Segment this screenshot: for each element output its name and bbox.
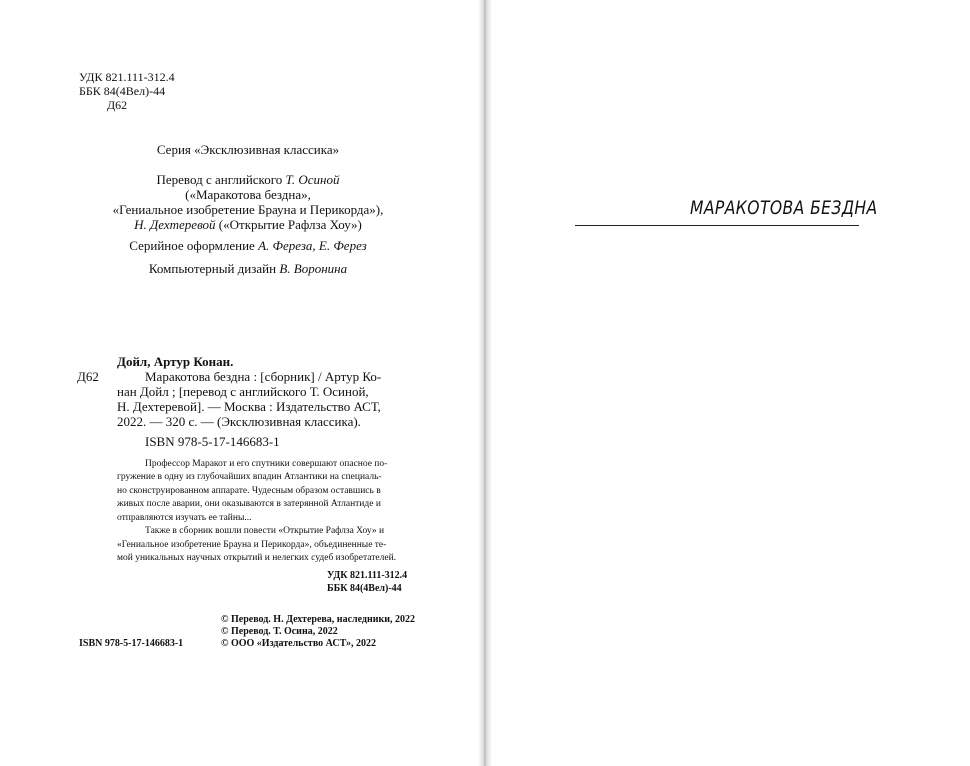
annotation-p2-line-1: Также в сборник вошли повести «Открытие Рафлза Хоу» и	[145, 526, 385, 536]
translation-line-3: «Гениальное изобретение Брауна и Перикорда»),	[112, 202, 384, 217]
catalog-line-1: Маракотова бездна : [сборник] / Артур Ко-	[145, 369, 382, 384]
translation-line-4	[88, 217, 408, 232]
computer-design-prefix: Компьютерный дизайн	[148, 261, 280, 276]
translation-line-2: («Маракотова бездна»,	[185, 187, 311, 202]
annotation-p1-line-4: живых после аварии, они оказываются в затерянной Атлантиде и	[117, 499, 381, 509]
series-designers: А. Фереза, Е. Ферез	[258, 238, 367, 253]
translator-name-1: Т. Осиной	[285, 172, 340, 187]
translation-suffix: («Открытие Рафлза Хоу»)	[215, 217, 362, 232]
computer-designer: В. Воронина	[279, 261, 348, 276]
annotation-p1-line-3: но сконструированном аппарате. Чудесным образом оставшись в	[117, 486, 381, 496]
series-line: Серия «Эксклюзивная классика»	[156, 142, 340, 157]
translation-line-1	[88, 172, 408, 187]
book-spine	[478, 0, 492, 766]
catalog-author: Дойл, Артур Конан.	[117, 354, 234, 369]
series-design-line	[88, 238, 408, 253]
annotation-p1-line-2: гружение в одну из глубочайших впадин Атлантики на специаль-	[117, 472, 382, 482]
series-design-prefix: Серийное оформление	[129, 238, 259, 253]
udk-code-top: УДК 821.111-312.4	[79, 70, 175, 84]
catalog-code: Д62	[77, 369, 99, 384]
catalog-line-2: нан Дойл ; [перевод с английского Т. Осиной,	[117, 384, 369, 399]
bbk-code-bottom: ББК 84(4Вел)-44	[327, 583, 402, 594]
catalog-line-3: Н. Дехтеревой]. — Москва : Издательство АСТ,	[117, 399, 381, 414]
annotation-p1-line-5: отправляются изучать ее тайны...	[117, 513, 252, 523]
annotation-p2-line-3: мой уникальных научных открытий и нелегких судеб изобретателей.	[117, 553, 397, 563]
copyright-line-1: © Перевод. Н. Дехтерева, наследники, 2022	[221, 614, 416, 625]
title-page	[484, 0, 970, 766]
annotation-p2-line-2: «Гениальное изобретение Брауна и Перикорда», объединенные те-	[117, 540, 387, 550]
catalog-isbn: ISBN 978-5-17-146683-1	[145, 434, 280, 449]
book-title: МАРАКОТОВА БЕЗДНА	[690, 197, 878, 219]
udk-code-bottom: УДК 821.111-312.4	[327, 570, 408, 581]
copyright-line-3: © ООО «Издательство АСТ», 2022	[221, 638, 377, 649]
computer-design-line	[88, 261, 408, 276]
bbk-code-top: ББК 84(4Вел)-44	[79, 84, 166, 98]
catalog-line-4: 2022. — 320 с. — (Эксклюзивная классика).	[117, 414, 361, 429]
annotation-p1-line-1: Профессор Маракот и его спутники совершают опасное по-	[145, 459, 388, 469]
translator-name-2: Н. Дехтеревой	[134, 217, 216, 232]
translation-prefix: Перевод с английского	[156, 172, 286, 187]
author-code-top: Д62	[107, 98, 128, 112]
copyright-line-2: © Перевод. Т. Осина, 2022	[221, 626, 338, 637]
isbn-bottom: ISBN 978-5-17-146683-1	[79, 638, 184, 649]
title-underline	[575, 225, 859, 226]
